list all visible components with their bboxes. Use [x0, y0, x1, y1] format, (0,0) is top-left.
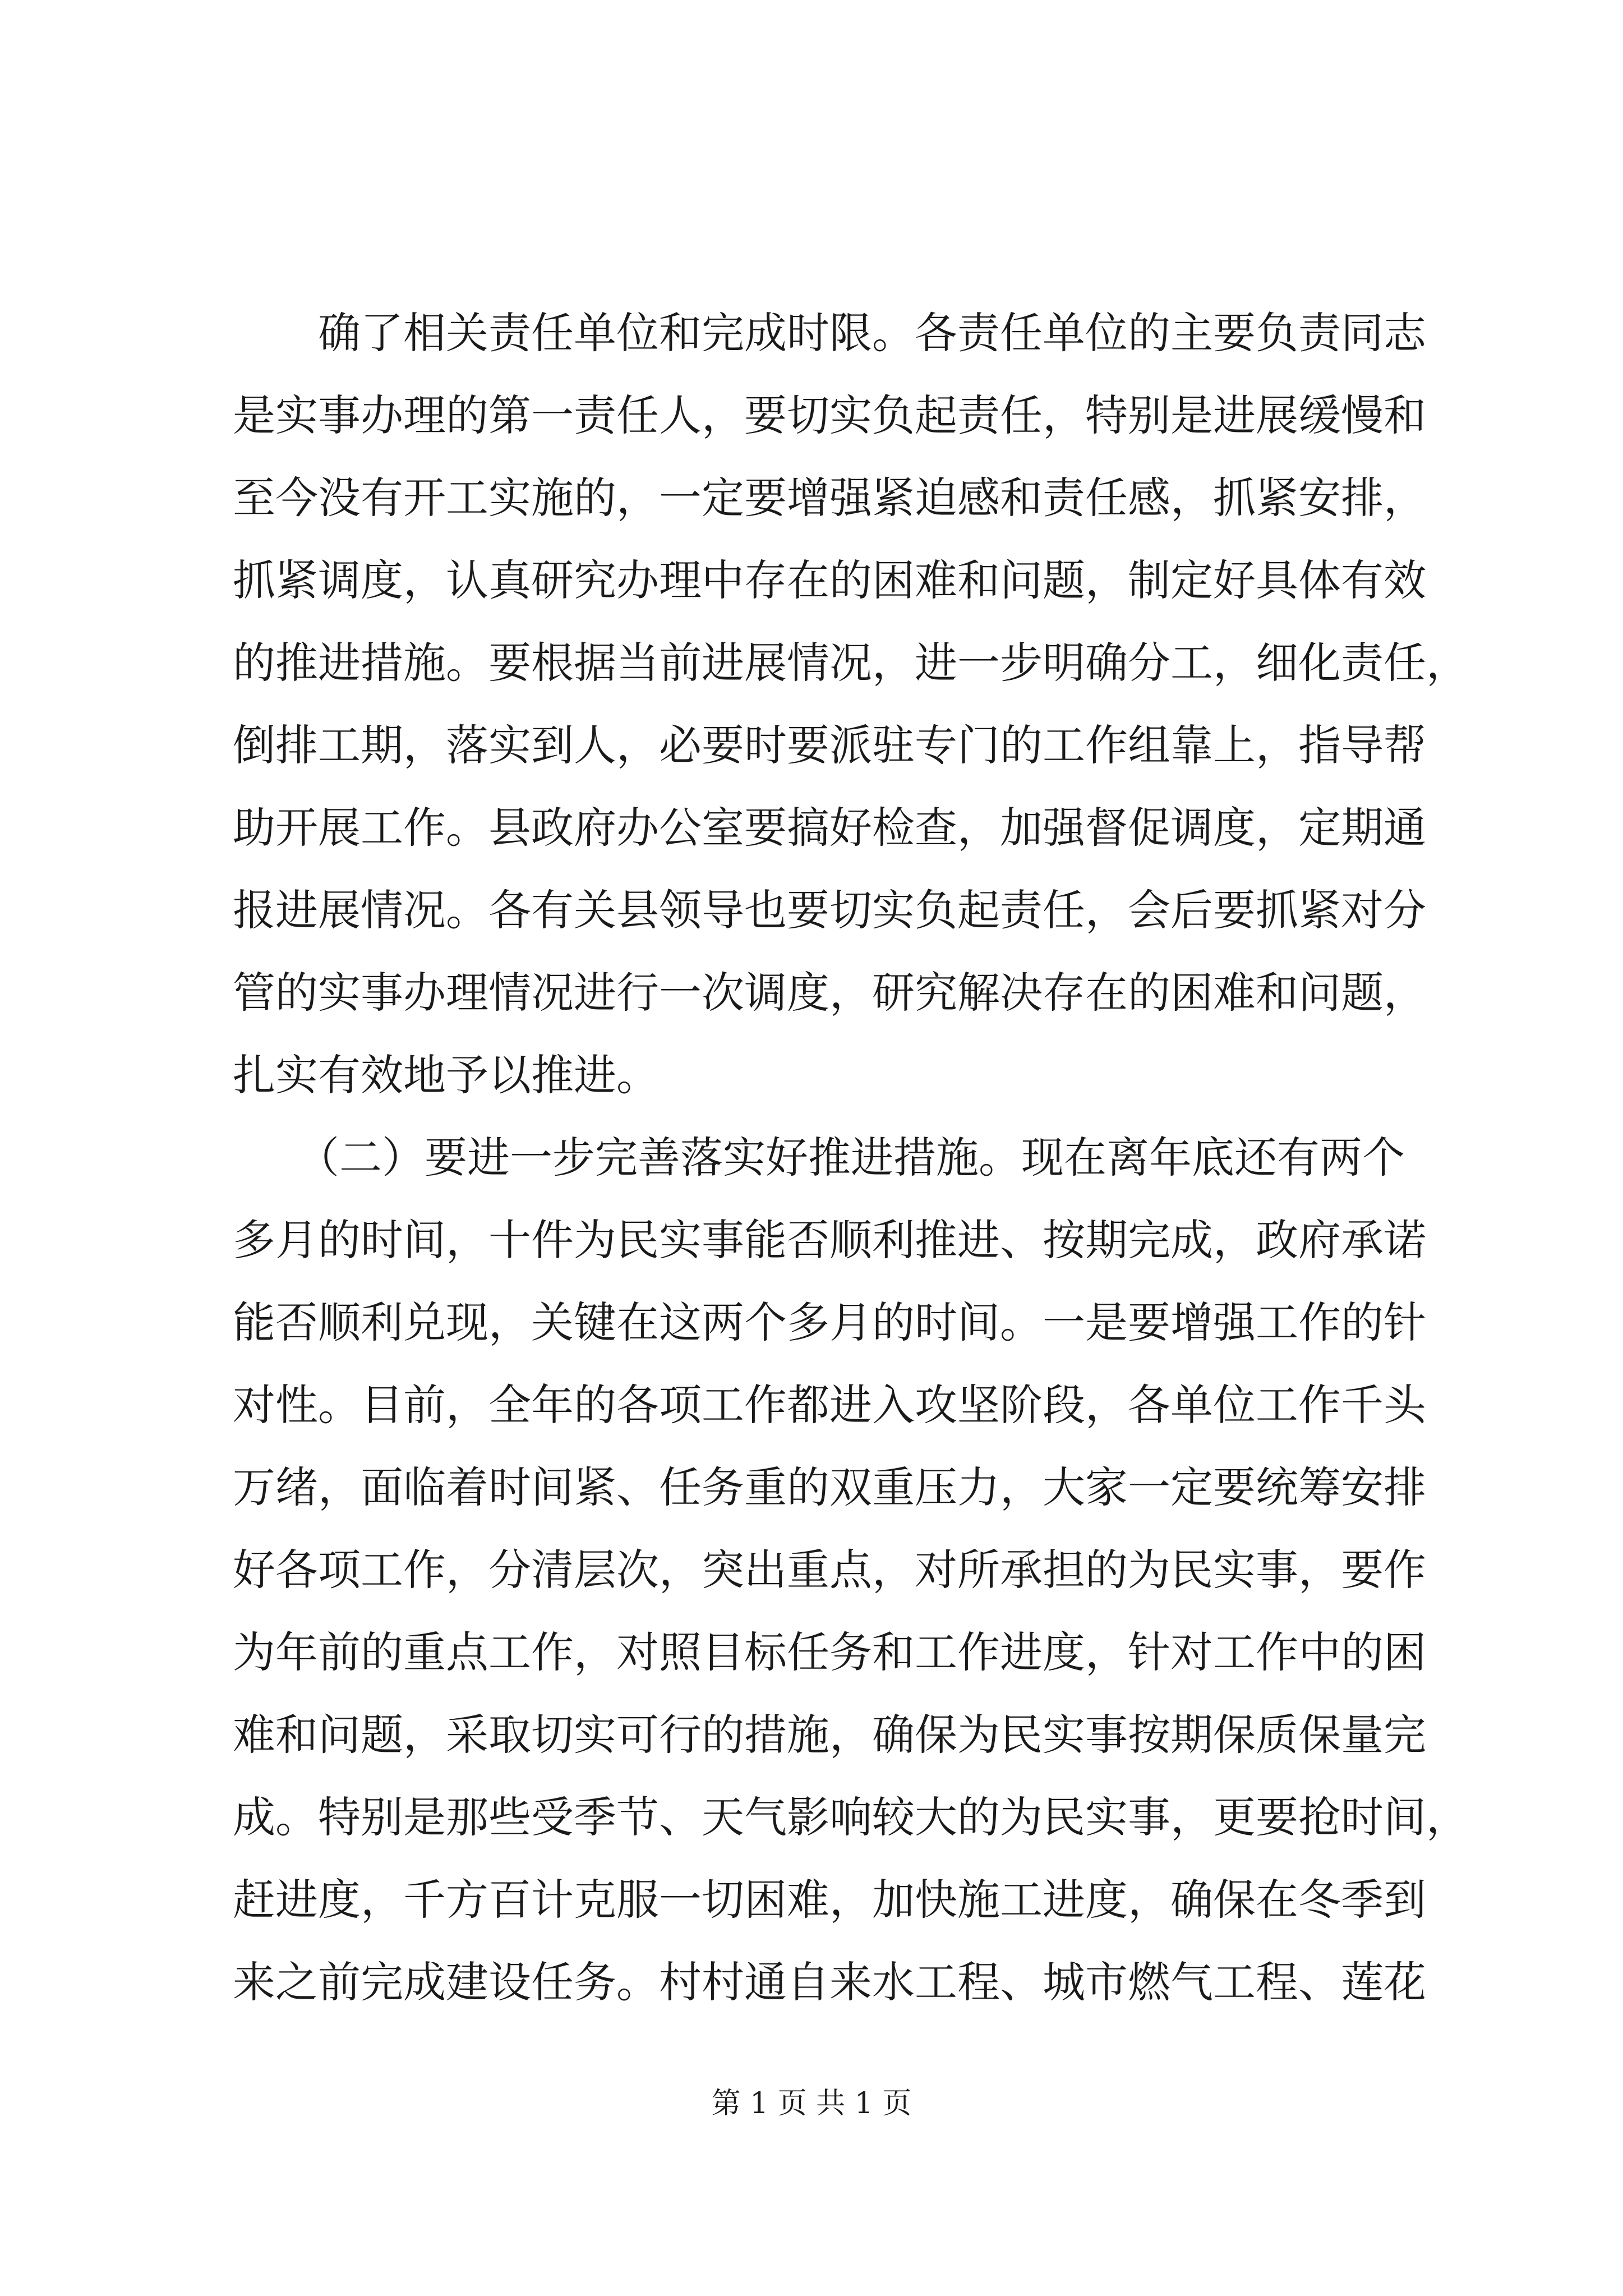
page-number-label: 第 1 页 共 1 页 — [711, 2087, 912, 2120]
body-text — [233, 292, 1469, 2023]
text-line: 的推进措施。要根据当前进展情况，进一步明确分工，细化责任， — [233, 638, 1469, 688]
text-line: 万绪，面临着时间紧、任务重的双重压力，大家一定要统筹安排 — [233, 1462, 1426, 1512]
text-line: 能否顺利兑现，关键在这两个多月的时间。一是要增强工作的针 — [233, 1297, 1426, 1347]
text-line: 来之前完成建设任务。村村通自来水工程、城市燃气工程、莲花 — [233, 1957, 1426, 2007]
text-line: 对性。目前，全年的各项工作都进入攻坚阶段，各单位工作千头 — [233, 1380, 1426, 1430]
text-line: 多月的时间，十件为民实事能否顺利推进、按期完成，政府承诺 — [233, 1215, 1426, 1265]
text-line: 至今没有开工实施的，一定要增强紧迫感和责任感，抓紧安排， — [233, 473, 1426, 523]
text-line: 确了相关责任单位和完成时限。各责任单位的主要负责同志 — [233, 308, 1426, 358]
text-line: 倒排工期，落实到人，必要时要派驻专门的工作组靠上，指导帮 — [233, 720, 1426, 770]
text-line: 难和问题，采取切实可行的措施，确保为民实事按期保质保量完 — [233, 1710, 1426, 1760]
text-line: 为年前的重点工作，对照目标任务和工作进度，针对工作中的困 — [233, 1627, 1426, 1677]
text-line: 扎实有效地予以推进。 — [233, 1050, 659, 1100]
text-line: 成。特别是那些受季节、天气影响较大的为民实事，更要抢时间， — [233, 1792, 1469, 1842]
text-line: 报进展情况。各有关县领导也要切实负起责任，会后要抓紧对分 — [233, 885, 1426, 935]
text-line: （二）要进一步完善落实好推进措施。现在离年底还有两个 — [233, 1133, 1405, 1182]
text-line: 管的实事办理情况进行一次调度，研究解决存在的困难和问题， — [233, 968, 1426, 1018]
text-line: 是实事办理的第一责任人，要切实负起责任，特别是进展缓慢和 — [233, 390, 1426, 440]
page-footer — [0, 2084, 1623, 2123]
text-line: 赶进度，千方百计克服一切困难，加快施工进度，确保在冬季到 — [233, 1875, 1426, 1925]
text-line: 好各项工作，分清层次，突出重点，对所承担的为民实事，要作 — [233, 1545, 1426, 1595]
text-line: 助开展工作。县政府办公室要搞好检查，加强督促调度，定期通 — [233, 803, 1426, 853]
text-line: 抓紧调度，认真研究办理中存在的困难和问题，制定好具体有效 — [233, 555, 1426, 605]
